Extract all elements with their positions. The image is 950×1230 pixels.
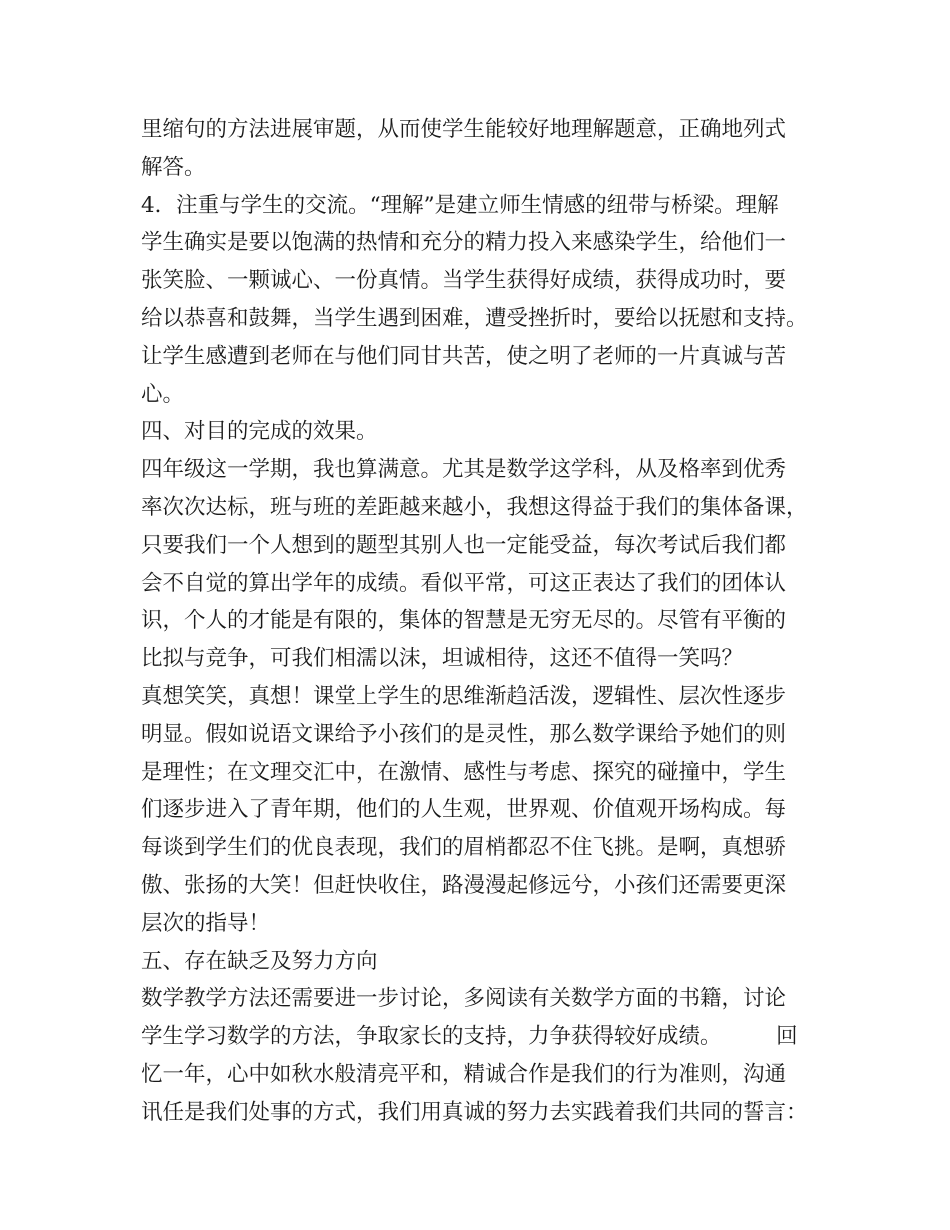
- text-line: 层次的指导！: [141, 910, 271, 936]
- text-line: 傲、张扬的大笑！但赶快收住，路漫漫起修远兮，小孩们还需要更深: [141, 872, 787, 898]
- body-text: [141, 111, 831, 1132]
- text-line: 明显。假如说语文课给予小孩们的是灵性，那么数学课给予她们的则: [141, 721, 787, 747]
- text-line: 只要我们一个人想到的题型其别人也一定能受益，每次考试后我们都: [141, 532, 787, 558]
- text-line: 张笑脸、一颗诚心、一份真情。当学生获得好成绩，获得成功时，要: [141, 268, 787, 294]
- text-line: 里缩句的方法进展审题，从而使学生能较好地理解题意，正确地列式: [141, 117, 787, 142]
- text-line: 学生学习数学的方法，争取家长的支持，力争获得较好成绩。 回: [141, 1024, 798, 1050]
- section-heading: 四、对目的完成的效果。: [141, 419, 378, 445]
- text-line: 学生确实是要以饱满的热情和充分的精力投入来感染学生，给他们一: [141, 230, 787, 256]
- text-line: 是理性；在文理交汇中，在激情、感性与考虑、探究的碰撞中，学生: [141, 759, 787, 785]
- text-line: 真想笑笑，真想！课堂上学生的思维渐趋活泼，逻辑性、层次性逐步: [141, 683, 787, 709]
- text-line: 解答。: [141, 154, 206, 180]
- text-line: 4．注重与学生的交流。“理解”是建立师生情感的纽带与桥梁。理解: [141, 192, 779, 218]
- text-line: 让学生感遭到老师在与他们同甘共苦，使之明了老师的一片真诚与苦: [141, 343, 787, 369]
- text-line: 四年级这一学期，我也算满意。尤其是数学这学科，从及格率到优秀: [141, 457, 787, 483]
- text-line: 数学教学方法还需要进一步讨论，多阅读有关数学方面的书籍，讨论: [141, 986, 787, 1012]
- text-line: 们逐步进入了青年期，他们的人生观，世界观、价值观开场构成。每: [141, 797, 787, 823]
- text-line: 忆一年，心中如秋水般清亮平和，精诚合作是我们的行为准则，沟通: [141, 1061, 787, 1087]
- text-line: 心。: [141, 381, 185, 407]
- text-line: 讯任是我们处事的方式，我们用真诚的努力去实践着我们共同的誓言：: [141, 1099, 808, 1125]
- text-line: 会不自觉的算出学年的成绩。看似平常，可这正表达了我们的团体认: [141, 570, 787, 596]
- text-line: 比拟与竞争，可我们相濡以沫，坦诚相待，这还不值得一笑吗？: [141, 646, 744, 672]
- text-line: 率次次达标，班与班的差距越来越小，我想这得益于我们的集体备课，: [141, 494, 808, 520]
- text-line: 给以恭喜和鼓舞，当学生遇到困难，遭受挫折时，要给以抚慰和支持。: [141, 305, 808, 331]
- text-line: 每谈到学生们的优良表现，我们的眉梢都忍不住飞挑。是啊，真想骄: [141, 835, 787, 861]
- text-line: 识，个人的才能是有限的，集体的智慧是无穷无尽的。尽管有平衡的: [141, 608, 787, 634]
- section-heading: 五、存在缺乏及努力方向: [141, 948, 378, 974]
